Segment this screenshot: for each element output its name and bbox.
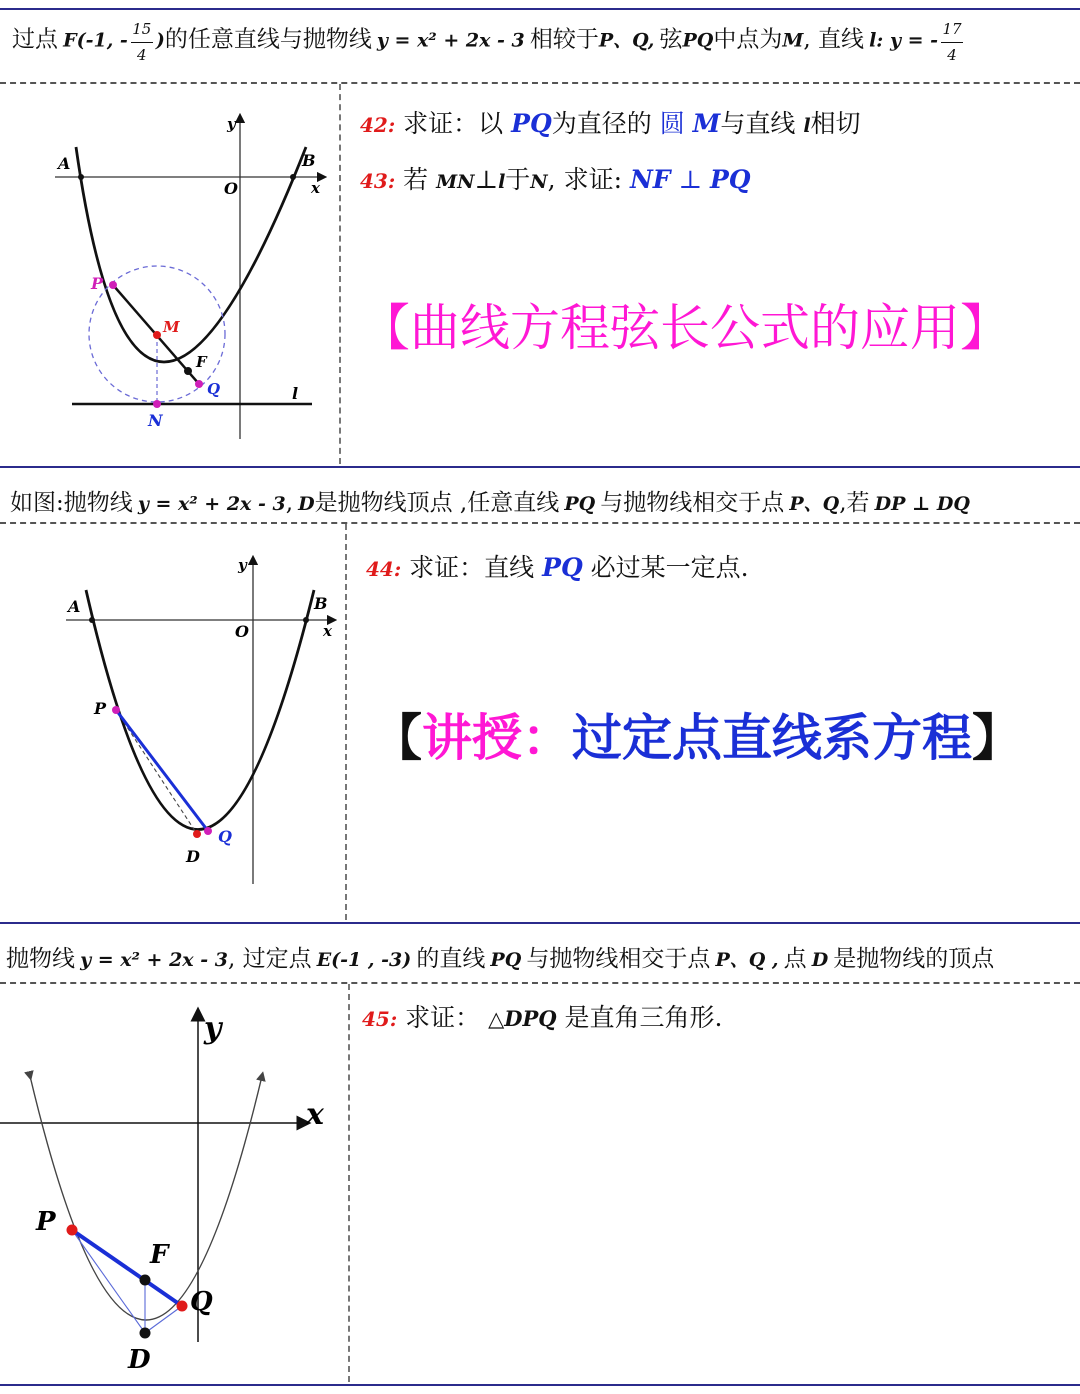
a-label: A — [68, 597, 81, 616]
q-label: Q — [207, 380, 221, 398]
fraction — [940, 20, 964, 64]
header-text: , 过定点 — [227, 946, 312, 972]
figure-1 — [0, 84, 330, 464]
chord-label: PQ — [542, 553, 583, 582]
point-p — [67, 1225, 78, 1236]
condition: DP ⊥ DQ — [874, 493, 970, 515]
points: P、Q , — [715, 949, 779, 971]
figure-3 — [0, 984, 345, 1382]
segment-label: NF — [629, 165, 671, 194]
header-text: 点 — [783, 946, 807, 972]
midpoint-label: M — [782, 29, 804, 52]
chord-label: PQ — [511, 109, 552, 138]
chord-label: PQ — [564, 493, 596, 515]
point-d — [140, 1328, 151, 1339]
line-label: l — [498, 171, 506, 193]
header-text: , 直线 — [803, 26, 864, 53]
question-text: 求证：直线 — [409, 553, 535, 582]
question-number: 44: — [366, 557, 402, 581]
f-label: F — [150, 1240, 169, 1270]
bottom-border — [0, 1384, 1080, 1386]
point-b — [290, 174, 296, 180]
question-number: 43: — [360, 169, 396, 193]
question-number: 45: — [362, 1007, 398, 1031]
question-text: 于 — [505, 165, 531, 194]
header-text: 过点 — [12, 26, 58, 53]
d-label: D — [186, 847, 200, 866]
chord-label: PQ — [490, 949, 522, 971]
header-text: ,若 — [839, 490, 870, 516]
question-text: 求证： — [405, 1003, 481, 1032]
section-border — [0, 466, 1080, 468]
question-44 — [366, 548, 749, 584]
header-text: 的任意直线与抛物线 — [164, 26, 372, 53]
p-label: P — [91, 274, 104, 293]
section1-header — [12, 20, 1080, 64]
a-label: A — [58, 154, 71, 173]
vertex-label: D — [298, 493, 315, 515]
l-label: l — [292, 384, 299, 403]
equation: y = x² + 2x - 3 — [80, 949, 228, 971]
x-label: x — [323, 622, 332, 640]
points: P、Q — [789, 493, 840, 515]
header-text: 的直线 — [416, 946, 486, 972]
segment-dp — [72, 1230, 145, 1333]
point-p — [112, 706, 120, 714]
header-text: 中点为 — [713, 26, 783, 53]
topic-banner: 【曲线方程弦长公式的应用】 — [360, 299, 1010, 357]
denominator: 4 — [947, 46, 957, 64]
numerator: 17 — [942, 20, 962, 38]
figure-2 — [0, 524, 340, 920]
point-label: F — [63, 29, 77, 52]
question-text: 与直线 — [720, 109, 796, 138]
points: P、Q, — [598, 29, 655, 52]
y-label: y — [227, 115, 236, 133]
m-label: M — [163, 318, 180, 336]
lecture-banner — [372, 698, 1022, 770]
circle-word: 圆 — [659, 109, 685, 138]
banner-topic: 过定点直线系方程 — [572, 709, 972, 767]
header-text: 相较于 — [529, 26, 599, 53]
perp-symbol: ⊥ — [678, 165, 703, 194]
equation: y = x² + 2x - 3 — [137, 493, 286, 515]
n-label: N — [148, 411, 163, 430]
numerator: 15 — [132, 20, 152, 38]
fraction — [130, 20, 154, 64]
point-label: N — [530, 171, 548, 193]
section3-header — [6, 940, 1080, 973]
b-label: B — [302, 151, 316, 170]
question-text: 相切 — [810, 109, 861, 138]
question-number: 42: — [360, 113, 396, 137]
equation: y = x² + 2x - 3 — [376, 29, 525, 52]
perp-symbol: ⊥ — [474, 165, 499, 194]
f-label: F — [196, 353, 207, 371]
q-label: Q — [218, 827, 232, 846]
question-text: 是直角三角形. — [564, 1003, 723, 1032]
question-45 — [362, 998, 723, 1034]
point-f — [184, 367, 192, 375]
parabola — [76, 147, 306, 362]
question-text: 必过某一定点. — [590, 553, 749, 582]
x-label: x — [306, 1097, 324, 1132]
header-text: 是抛物线顶点 ,任意直线 — [314, 490, 560, 516]
header-text: 如图: — [10, 490, 64, 516]
point-q — [195, 380, 203, 388]
column-divider — [345, 524, 347, 920]
bracket-close: 】 — [972, 709, 1022, 767]
question-text: 求证：以 — [403, 109, 504, 138]
fixed-point: E(-1 , -3) — [316, 949, 412, 971]
chord-label: PQ — [682, 29, 714, 52]
b-label: B — [314, 594, 328, 613]
segment-pd — [116, 710, 197, 834]
column-divider — [339, 84, 341, 464]
coordinate-close: ) — [155, 29, 165, 52]
point-a — [89, 617, 95, 623]
line-equation: l: y = - — [869, 29, 939, 52]
header-text: 是抛物线的顶点 — [833, 946, 995, 972]
origin-label: O — [224, 179, 238, 198]
section-border — [0, 922, 1080, 924]
header-text: 与抛物线相交于点 — [526, 946, 711, 972]
header-text: 抛物线 — [63, 490, 133, 516]
point-q — [177, 1301, 188, 1312]
fraction-bar — [941, 42, 963, 43]
y-label: y — [238, 556, 247, 574]
question-text: 为直径的 — [551, 109, 652, 138]
p-label: P — [94, 699, 107, 718]
question-text: 若 — [403, 165, 429, 194]
q-label: Q — [190, 1287, 213, 1317]
header-text: 与抛物线相交于点 — [600, 490, 785, 516]
segment-label: MN — [436, 171, 475, 193]
p-label: P — [36, 1207, 56, 1237]
fraction-bar — [131, 42, 153, 43]
y-label: y — [204, 1011, 222, 1046]
question-42 — [360, 104, 861, 140]
denominator: 4 — [137, 46, 147, 64]
segment-pq — [116, 710, 208, 831]
header-text: 弦 — [659, 26, 683, 53]
origin-label: O — [235, 622, 249, 641]
question-text: , 求证: — [547, 165, 622, 194]
point-f — [140, 1275, 151, 1286]
point-m — [153, 331, 161, 339]
top-border — [0, 8, 1080, 10]
d-label: D — [128, 1345, 151, 1375]
bracket-open: 【 — [372, 709, 422, 767]
point-n — [153, 400, 161, 408]
circle-label: M — [692, 109, 721, 138]
point-b — [303, 617, 309, 623]
column-divider — [348, 984, 350, 1382]
header-text: , — [285, 490, 294, 516]
point-d — [193, 830, 201, 838]
x-label: x — [311, 179, 320, 197]
vertex-label: D — [811, 949, 829, 971]
header-text: 抛物线 — [6, 946, 75, 972]
coordinate: (-1, - — [76, 29, 128, 52]
point-p — [109, 281, 117, 289]
section2-header — [10, 484, 1080, 517]
line-label: l — [803, 115, 811, 137]
banner-lead: 讲授： — [422, 709, 572, 767]
point-q — [204, 827, 212, 835]
triangle-label: △DPQ — [488, 1006, 557, 1031]
question-43 — [360, 160, 751, 196]
chord-label: PQ — [709, 165, 751, 194]
parabola — [86, 590, 314, 830]
point-a — [78, 174, 84, 180]
